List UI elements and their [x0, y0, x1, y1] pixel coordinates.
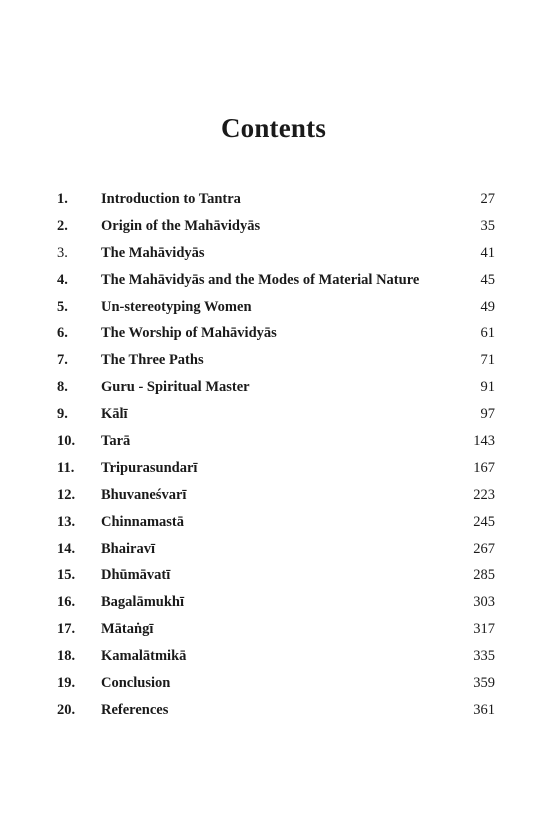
toc-entry-title: Mātaṅgī [101, 621, 154, 638]
toc-entry-number: 6. [57, 325, 68, 342]
toc-entry [57, 186, 495, 213]
toc-entry-title: Bhuvaneśvarī [101, 486, 187, 503]
toc-entry-page: 335 [473, 648, 495, 665]
toc-entry-number: 11. [57, 459, 75, 476]
toc-entry [57, 589, 495, 616]
toc-entry-number: 15. [57, 567, 76, 584]
toc-entry [57, 562, 495, 589]
toc-entry [57, 509, 495, 536]
toc-entry-number: 4. [57, 271, 68, 288]
toc-entry-page: 285 [473, 567, 495, 584]
toc-entry-number: 5. [57, 298, 68, 315]
toc-entry-number: 10. [57, 433, 76, 450]
toc-entry-title: The Worship of Mahāvidyās [101, 325, 277, 342]
toc-entry [57, 697, 495, 724]
toc-entry-number: 3. [57, 244, 68, 261]
toc-entry-page: 45 [480, 271, 495, 288]
toc-entry-title: References [101, 701, 169, 718]
toc-entry [57, 267, 495, 294]
toc-entry-page: 27 [480, 191, 495, 207]
toc-entry [57, 347, 495, 374]
toc-entry-number: 20. [57, 701, 76, 718]
toc-entry-number: 2. [57, 217, 68, 234]
toc-entry-number: 17. [57, 621, 76, 638]
toc-entry-title: Guru - Spiritual Master [101, 379, 250, 396]
toc-entry-number: 19. [57, 675, 76, 692]
toc-entry-page: 361 [473, 701, 495, 718]
toc-entry-page: 35 [480, 217, 495, 234]
toc-entry-title: Dhūmāvatī [101, 567, 171, 584]
toc-entry-number: 8. [57, 379, 68, 396]
toc-entry-title: Origin of the Mahāvidyās [101, 217, 261, 234]
toc-entry-number: 1. [57, 191, 68, 207]
toc-entry-title: Introduction to Tantra [101, 191, 241, 207]
toc-entry [57, 213, 495, 240]
toc-entry-page: 97 [480, 406, 495, 423]
toc-entry-page: 317 [473, 621, 495, 638]
toc-entry [57, 482, 495, 509]
toc-entry-page: 71 [480, 352, 495, 369]
toc-entry-title: Kālī [101, 406, 128, 423]
page-title: Contents [220, 113, 327, 143]
toc-entry [57, 428, 495, 455]
toc-entry-number: 16. [57, 594, 76, 611]
toc-entry-page: 61 [480, 325, 495, 342]
toc-entry-title: Tarā [101, 433, 131, 450]
table-of-contents [57, 186, 495, 724]
toc-entry [57, 294, 495, 321]
toc-entry-title: The Mahāvidyās and the Modes of Material Nature [101, 271, 420, 288]
toc-entry-number: 14. [57, 540, 76, 557]
toc-entry-title: Kamalātmikā [101, 648, 187, 665]
toc-entry-number: 9. [57, 406, 68, 423]
toc-entry-page: 245 [473, 513, 495, 530]
toc-entry-number: 13. [57, 513, 76, 530]
toc-entry-title: The Mahāvidyās [101, 244, 205, 261]
toc-entry-page: 91 [480, 379, 495, 396]
toc-entry-title: Conclusion [101, 675, 171, 692]
toc-entry [57, 616, 495, 643]
toc-entry-title: Un-stereotyping Women [101, 298, 252, 315]
toc-entry [57, 374, 495, 401]
toc-entry-page: 41 [480, 244, 495, 261]
toc-entry-page: 223 [473, 486, 495, 503]
toc-entry-title: Chinnamastā [101, 513, 184, 530]
toc-entry [57, 670, 495, 697]
toc-entry-page: 143 [473, 433, 495, 450]
toc-entry [57, 320, 495, 347]
toc-entry [57, 240, 495, 267]
toc-entry-title: Bagalāmukhī [101, 594, 184, 611]
toc-entry-page: 167 [473, 459, 495, 476]
toc-entry-title: The Three Paths [101, 352, 204, 369]
toc-entry-title: Bhairavī [101, 540, 155, 557]
toc-entry [57, 401, 495, 428]
toc-entry [57, 455, 495, 482]
toc-entry-number: 12. [57, 486, 76, 503]
toc-entry [57, 643, 495, 670]
toc-entry-page: 267 [473, 540, 495, 557]
toc-entry-page: 49 [480, 298, 495, 315]
toc-entry-number: 7. [57, 352, 68, 369]
toc-entry-number: 18. [57, 648, 76, 665]
toc-entry-title: Tripurasundarī [101, 459, 198, 476]
toc-entry [57, 536, 495, 563]
toc-entry-page: 359 [473, 675, 495, 692]
toc-entry-page: 303 [473, 594, 495, 611]
